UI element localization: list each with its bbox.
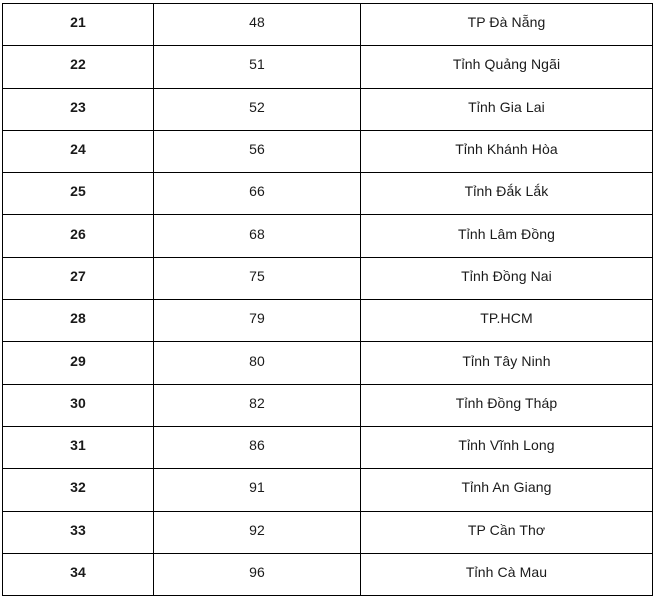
cell-province-name: TP Cần Thơ: [361, 511, 653, 553]
cell-index: 29: [3, 342, 154, 384]
table-body: [3, 4, 653, 596]
table-row: [3, 511, 653, 553]
cell-index: 21: [3, 4, 154, 46]
cell-province-name: Tỉnh Đồng Nai: [361, 257, 653, 299]
cell-code: 52: [154, 88, 361, 130]
cell-province-name: Tỉnh Đồng Tháp: [361, 384, 653, 426]
cell-index: 28: [3, 300, 154, 342]
cell-province-name: Tỉnh Vĩnh Long: [361, 426, 653, 468]
table-row: [3, 426, 653, 468]
cell-index: 32: [3, 469, 154, 511]
cell-province-name: Tỉnh Quảng Ngãi: [361, 46, 653, 88]
cell-index: 24: [3, 130, 154, 172]
cell-index: 31: [3, 426, 154, 468]
cell-province-name: Tỉnh Gia Lai: [361, 88, 653, 130]
table-row: [3, 130, 653, 172]
cell-code: 66: [154, 173, 361, 215]
table-row: [3, 88, 653, 130]
cell-index: 27: [3, 257, 154, 299]
cell-province-name: TP.HCM: [361, 300, 653, 342]
cell-index: 34: [3, 553, 154, 595]
cell-index: 23: [3, 88, 154, 130]
cell-province-name: Tỉnh Khánh Hòa: [361, 130, 653, 172]
cell-code: 91: [154, 469, 361, 511]
table-row: [3, 553, 653, 595]
table-row: [3, 215, 653, 257]
table-row: [3, 469, 653, 511]
cell-province-name: Tỉnh Cà Mau: [361, 553, 653, 595]
cell-index: 22: [3, 46, 154, 88]
cell-index: 30: [3, 384, 154, 426]
table-row: [3, 384, 653, 426]
cell-code: 96: [154, 553, 361, 595]
cell-province-name: TP Đà Nẵng: [361, 4, 653, 46]
cell-code: 82: [154, 384, 361, 426]
table-row: [3, 46, 653, 88]
cell-code: 68: [154, 215, 361, 257]
cell-code: 75: [154, 257, 361, 299]
table-row: [3, 257, 653, 299]
province-code-table: [2, 3, 653, 596]
table-row: [3, 300, 653, 342]
cell-province-name: Tỉnh Đắk Lắk: [361, 173, 653, 215]
cell-index: 33: [3, 511, 154, 553]
table-row: [3, 342, 653, 384]
cell-code: 92: [154, 511, 361, 553]
cell-province-name: Tỉnh Lâm Đồng: [361, 215, 653, 257]
cell-code: 56: [154, 130, 361, 172]
cell-province-name: Tỉnh Tây Ninh: [361, 342, 653, 384]
table-row: [3, 4, 653, 46]
cell-index: 25: [3, 173, 154, 215]
table-row: [3, 173, 653, 215]
cell-code: 51: [154, 46, 361, 88]
cell-index: 26: [3, 215, 154, 257]
cell-code: 79: [154, 300, 361, 342]
cell-code: 48: [154, 4, 361, 46]
cell-code: 86: [154, 426, 361, 468]
cell-province-name: Tỉnh An Giang: [361, 469, 653, 511]
cell-code: 80: [154, 342, 361, 384]
